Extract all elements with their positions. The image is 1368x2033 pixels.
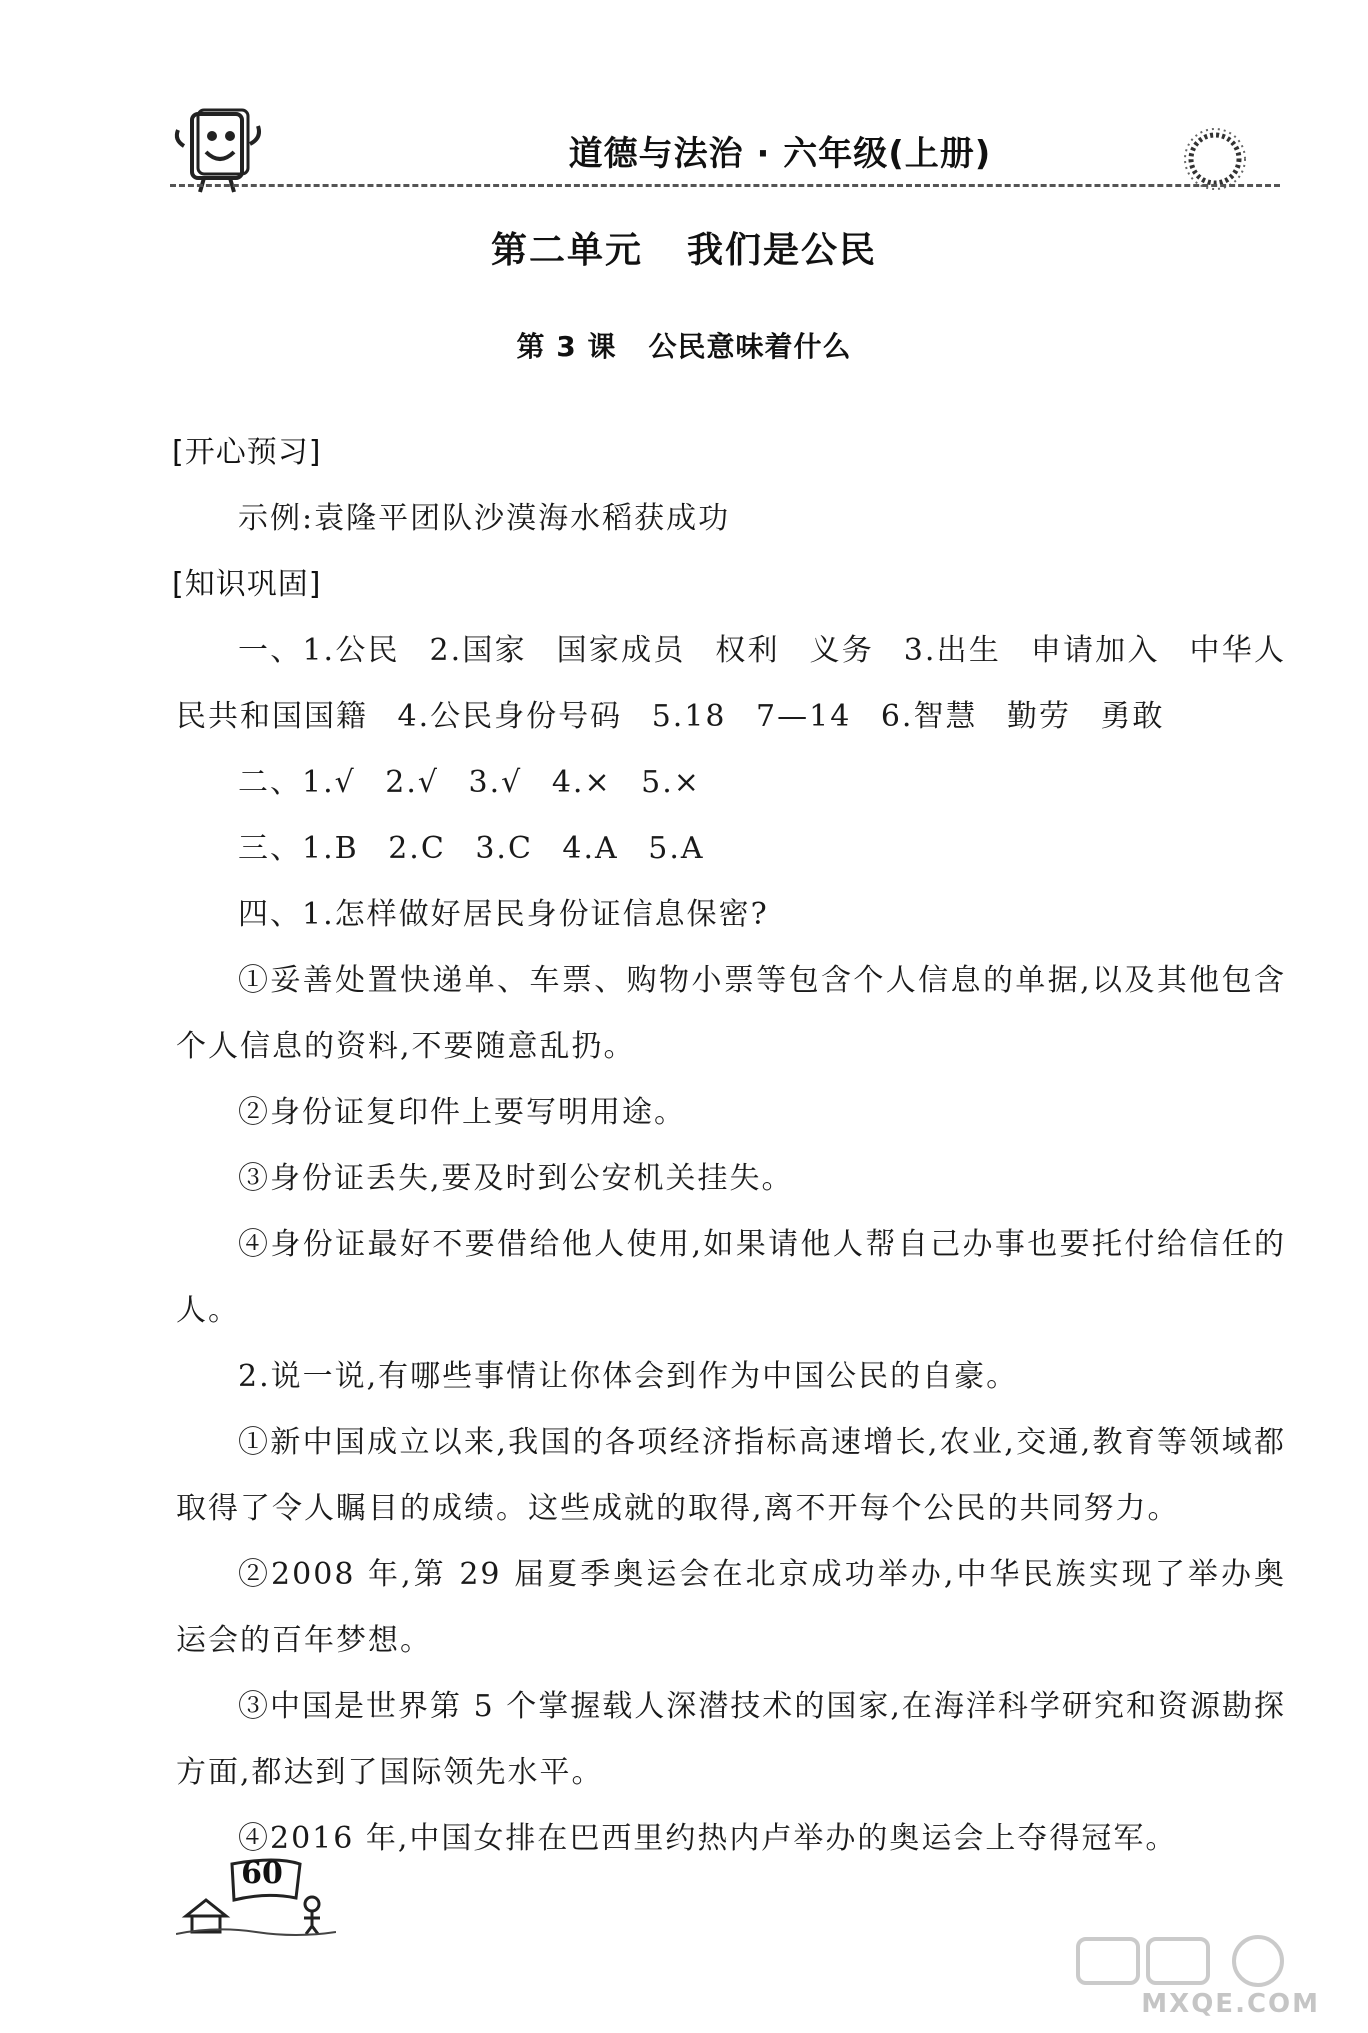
unit-number: 第二单元 [490, 230, 643, 271]
page-header [170, 100, 1290, 200]
lesson-number: 第 3 课 [516, 330, 617, 363]
answer-part-1: 一、1.公民 2.国家 国家成员 权利 义务 3.出生 申请加入 中华人民共和国国籍 4.公民身份号码 5.18 7—14 6.智慧 勤劳 勇敢 [176, 633, 1286, 734]
book-mascot-icon [170, 100, 266, 196]
lesson-name: 公民意味着什么 [648, 330, 852, 363]
answer-4-1-d: ④身份证最好不要借给他人使用,如果请他人帮自己办事也要托付给信任的人。 [176, 1227, 1286, 1328]
unit-title [0, 222, 1368, 273]
page-number: 60 [241, 1856, 283, 1891]
watermark-url: MXQE.COM [1141, 1989, 1320, 2019]
answer-content [172, 420, 1286, 1872]
preview-answer: 示例:袁隆平团队沙漠海水稻获成功 [238, 501, 731, 536]
section-label-preview: [开心预习] [172, 435, 322, 470]
question-4-1: 四、1.怎样做好居民身份证信息保密? [238, 897, 769, 932]
answer-4-2-b: ②2008 年,第 29 届夏季奥运会在北京成功举办,中华民族实现了举办奥运会的百年梦想。 [176, 1557, 1286, 1658]
answer-4-1-b: ②身份证复印件上要写明用途。 [238, 1095, 686, 1130]
answer-4-2-a: ①新中国成立以来,我国的各项经济指标高速增长,农业,交通,教育等领域都取得了令人瞩目的成绩。这些成就的取得,离不开每个公民的共同努力。 [176, 1425, 1286, 1526]
answer-part-2: 二、1.√ 2.√ 3.√ 4.× 5.× [238, 765, 701, 800]
lesson-title [0, 325, 1368, 365]
answer-4-2-d: ④2016 年,中国女排在巴西里约热内卢举办的奥运会上夺得冠军。 [238, 1821, 1178, 1856]
unit-name: 我们是公民 [687, 230, 878, 271]
book-title: 道德与法治 · 六年级(上册) [568, 134, 992, 174]
answer-4-2-c: ③中国是世界第 5 个掌握载人深潜技术的国家,在海洋科学研究和资源勘探方面,都达到了国际领先水平。 [176, 1689, 1286, 1790]
answer-part-3: 三、1.B 2.C 3.C 4.A 5.A [238, 831, 705, 866]
question-4-2: 2.说一说,有哪些事情让你体会到作为中国公民的自豪。 [238, 1359, 1019, 1394]
answer-4-1-c: ③身份证丢失,要及时到公安机关挂失。 [238, 1161, 794, 1196]
answer-4-1-a: ①妥善处置快递单、车票、购物小票等包含个人信息的单据,以及其他包含个人信息的资料,不要随意乱扔。 [176, 963, 1286, 1064]
header-divider [170, 184, 1280, 187]
section-label-consolidate: [知识巩固] [172, 567, 322, 602]
